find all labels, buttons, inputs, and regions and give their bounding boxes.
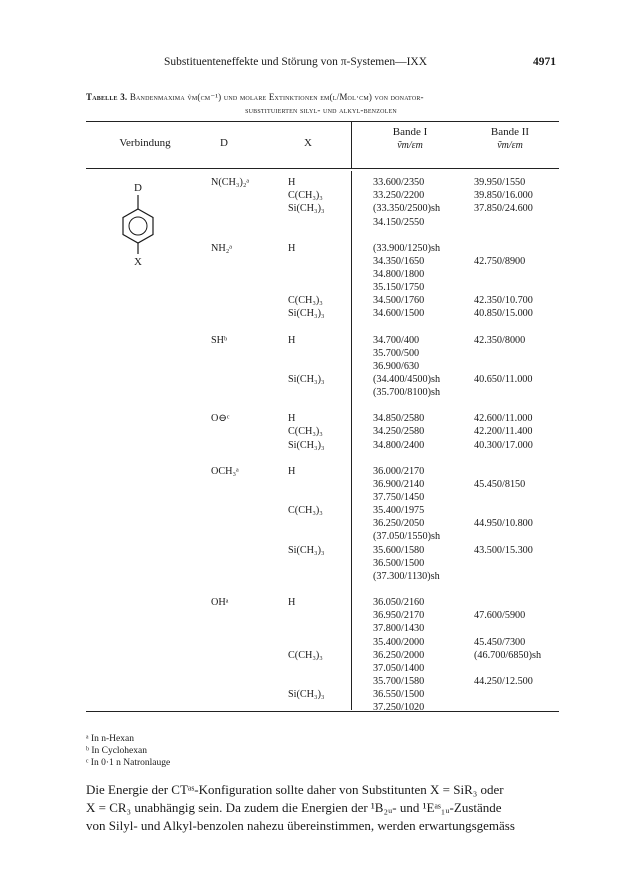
cell-bande1: 35.150/1750 [373,282,425,294]
cell-bande2: 45.450/8150 [474,478,526,490]
table-row [0,465,624,478]
cell-bande1: 33.600/2350 [373,177,425,188]
table-header-rule [86,168,559,169]
header-bande1-sub: ṽm/εm [397,140,423,151]
table-row [0,242,624,255]
cell-bande1: 36.550/1500 [373,689,425,701]
table-row [0,491,624,504]
cell-bande1: 36.050/2160 [373,597,425,608]
cell-donor: OCH₃ᵃ [211,465,239,477]
table-caption-line2: substituierten silyl- und alkyl-benzolen [245,105,397,115]
page-number: 4971 [533,56,556,68]
table-row [0,360,624,373]
cell-bande2: 40.650/11.000 [474,373,533,385]
cell-bande1: 35.700/1580 [373,675,425,687]
cell-substituent: Si(CH₃)₃ [288,689,325,701]
footnote: ᶜ In 0·1 n Natronlauge [86,758,171,768]
cell-bande1: (33.350/2500)sh [373,203,441,215]
cell-bande2: 47.600/5900 [474,610,526,622]
structure-top-label: D [134,182,142,194]
cell-bande1: 37.050/1400 [373,662,425,674]
table-row [0,334,624,347]
table-row [0,281,624,294]
table-row [0,189,624,202]
cell-substituent: C(CH₃)₃ [288,295,323,307]
cell-bande1: 36.950/2170 [373,610,425,622]
table-row [0,478,624,491]
table-row [0,347,624,360]
cell-bande2: 42.750/8900 [474,255,526,267]
cell-bande1: 34.800/2400 [373,439,425,451]
cell-substituent: H [288,597,296,608]
cell-bande1: 34.350/1650 [373,255,425,267]
cell-substituent: H [288,413,296,425]
table-row [0,504,624,517]
cell-bande1: 35.400/1975 [373,505,425,517]
table-row [0,622,624,635]
table-row [0,701,624,714]
table-row [0,675,624,688]
cell-substituent: H [288,177,296,188]
header-x: X [304,137,312,149]
cell-donor: N(CH₃)₂ᵃ [211,177,250,188]
body-paragraph [86,781,560,835]
table-row [0,649,624,662]
cell-bande1: 34.150/2550 [373,216,425,228]
cell-bande2: 44.250/12.500 [474,675,533,687]
cell-bande1: (33.900/1250)sh [373,242,441,254]
cell-substituent: Si(CH₃)₃ [288,308,325,320]
cell-bande2: 39.950/1550 [474,177,526,188]
cell-bande2: 45.450/7300 [474,636,526,648]
cell-substituent: Si(CH₃)₃ [288,373,325,385]
table-row [0,596,624,609]
cell-bande2: 40.850/15.000 [474,308,533,320]
cell-substituent: H [288,465,296,477]
cell-bande2: 42.350/8000 [474,334,526,346]
table-row [0,255,624,268]
table-row [0,176,624,189]
table-row [0,636,624,649]
cell-bande2: 37.850/24.600 [474,203,533,215]
table-bottom-rule [86,711,559,712]
table-row [0,216,624,229]
cell-bande1: 37.800/1430 [373,623,425,635]
cell-donor: OHᵃ [211,597,229,608]
table-row [0,530,624,543]
cell-bande2: (46.700/6850)sh [474,649,542,661]
header-verbindung: Verbindung [119,137,171,149]
table-row [0,570,624,583]
cell-substituent: Si(CH₃)₃ [288,439,325,451]
cell-bande2: 42.350/10.700 [474,295,533,307]
header-bande1-label: Bande I [392,126,428,138]
cell-bande1: 35.400/2000 [373,636,425,648]
table-footnotes [86,733,170,769]
cell-substituent: Si(CH₃)₃ [288,203,325,215]
header-bande2-sub: ṽm/εm [497,140,523,151]
cell-substituent: H [288,242,296,254]
cell-bande1: 34.500/1760 [373,295,425,307]
cell-bande1: 36.250/2000 [373,649,425,661]
cell-bande2: 42.200/11.400 [474,426,533,438]
cell-bande2: 44.950/10.800 [474,518,533,530]
body-line: von Silyl- und Alkyl-benzolen nahezu übereinstimmen, werden erwartungsgemäss [86,818,515,833]
cell-bande1: 35.700/500 [373,347,420,359]
header-column-divider [351,121,352,169]
table-row [0,412,624,425]
header-bande2-label: Bande II [490,126,530,138]
cell-bande2: 40.300/17.000 [474,439,533,451]
cell-donor: O⊖ᶜ [211,413,230,425]
table-row [0,544,624,557]
cell-bande1: 36.900/2140 [373,478,425,490]
cell-bande1: 36.000/2170 [373,465,425,477]
body-line: X = CR₃ unabhängig sein. Da zudem die Energien der ¹B₂ᵤ- und ¹Eᵃˢ₁ᵤ-Zustände [86,800,502,815]
running-head-title: Substituenteneffekte und Störung von π-Systemen—IXX [164,56,428,68]
table-row [0,609,624,622]
cell-substituent: C(CH₃)₃ [288,190,323,202]
cell-bande1: (35.700/8100)sh [373,387,441,399]
cell-bande1: 34.850/2580 [373,413,425,425]
table-top-rule [86,121,559,122]
cell-bande1: 36.500/1500 [373,557,425,569]
footnote: ᵇ In Cyclohexan [86,746,147,756]
cell-substituent: H [288,334,296,346]
table-row [0,439,624,452]
structure-bottom-label: X [134,256,142,266]
header-d: D [220,137,228,149]
cell-bande1: 37.250/1020 [373,702,425,714]
cell-bande1: 35.600/1580 [373,544,425,556]
cell-bande1: 34.800/1800 [373,268,425,280]
table-row [0,307,624,320]
cell-donor: SHᵇ [211,334,228,346]
cell-substituent: C(CH₃)₃ [288,649,323,661]
cell-substituent: C(CH₃)₃ [288,426,323,438]
cell-bande1: (34.400/4500)sh [373,373,441,385]
cell-bande1: 34.600/1500 [373,308,425,320]
table-row [0,517,624,530]
cell-bande2: 42.600/11.000 [474,413,533,425]
footnote: ᵃ In n-Hexan [86,734,134,744]
table-row [0,294,624,307]
cell-bande1: (37.300/1130)sh [373,570,440,582]
table-row [0,202,624,215]
table-row [0,557,624,570]
cell-bande2: 39.850/16.000 [474,190,533,202]
cell-bande1: 37.750/1450 [373,492,425,503]
table-row [0,662,624,675]
table-caption-line1: Bandenmaxima ṽm(cm⁻¹) und molare Extinktionen εm(l/Mol·cm) von donator- [129,92,424,102]
cell-bande1: 33.250/2200 [373,190,425,202]
cell-bande1: 36.250/2050 [373,518,425,530]
table-caption [86,91,556,117]
table-row [0,688,624,701]
cell-bande1: 34.250/2580 [373,426,425,438]
header-bande2 [460,126,560,151]
cell-bande1: (37.050/1550)sh [373,531,441,543]
cell-substituent: Si(CH₃)₃ [288,544,325,556]
table-row [0,268,624,281]
body-line: Die Energie der CTᵃˢ-Konfiguration sollte daher von Substitunten X = SiR₃ oder [86,782,504,797]
table-caption-label: Tabelle 3. [86,92,128,102]
table-row [0,373,624,386]
table-row [0,386,624,399]
cell-donor: NH₂ᵃ [211,242,233,254]
cell-bande1: 34.700/400 [373,334,420,346]
cell-substituent: C(CH₃)₃ [288,505,323,517]
table-row [0,425,624,438]
header-bande1 [360,126,460,151]
cell-bande1: 36.900/630 [373,360,420,372]
cell-bande2: 43.500/15.300 [474,544,533,556]
